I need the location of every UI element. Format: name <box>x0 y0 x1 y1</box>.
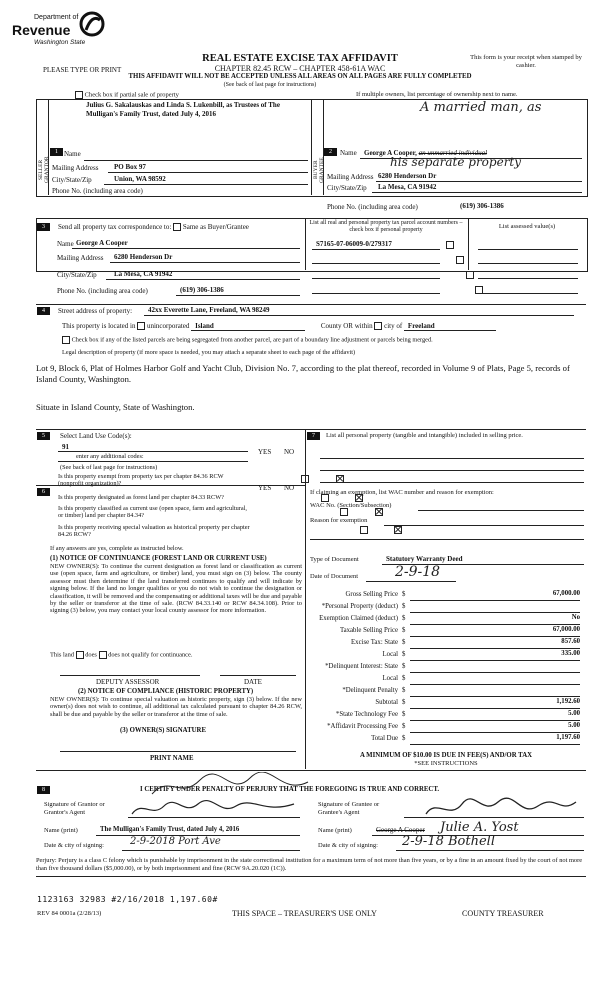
tax-row-value[interactable]: 857.60 <box>410 638 580 649</box>
exempt-yes-checkbox[interactable] <box>301 475 309 483</box>
tax-row-value[interactable] <box>410 662 580 673</box>
correspondence-label <box>58 223 249 231</box>
parcel-3-personal-checkbox[interactable] <box>466 271 474 279</box>
tax-row <box>306 661 586 673</box>
grantee-name-struck: George A Cooper <box>376 826 425 834</box>
seller-phone-label: Phone No. (including area code) <box>52 187 143 195</box>
tax-row-label: Exemption Claimed (deduct) <box>319 615 398 622</box>
see-instructions: *SEE INSTRUCTIONS <box>414 760 478 767</box>
tax-row-value[interactable] <box>410 674 580 685</box>
exempt-question: Is this property exempt from property tax per chapter 84.36 RCW (nonprofit organization)? <box>58 473 224 487</box>
tax-row-dollar: $ <box>402 699 406 706</box>
grantee-date-label: Date & city of signing: <box>318 842 378 849</box>
does-not-checkbox[interactable] <box>99 651 107 659</box>
corr-mailing-label: Mailing Address <box>57 254 104 262</box>
exemption-label: If claiming an exemption, list WAC number and reason for exemption: <box>310 489 494 496</box>
buyer-name-struck: an unmarried individual <box>418 149 488 157</box>
city-value[interactable]: Freeland <box>404 322 496 331</box>
form-subtitle: CHAPTER 82.45 RCW – CHAPTER 458-61A WAC <box>214 64 386 73</box>
tax-row <box>306 589 586 601</box>
boundary-note: Check box if any of the listed parcels are being segregated from another parcel, are part of a boundary line adjustment or parcels being merged. <box>71 336 433 344</box>
correspondence-label-text: Send all property tax correspondence to: <box>58 223 172 231</box>
tax-row-dollar: $ <box>402 663 406 670</box>
tax-row-value[interactable] <box>410 686 580 697</box>
notice1-title: (1) NOTICE OF CONTINUANCE (FOREST LAND OR CURRENT USE) <box>50 555 267 562</box>
tax-row <box>306 649 586 661</box>
tax-row-value[interactable]: 5.00 <box>410 710 580 721</box>
city-of-label: city of <box>384 322 403 330</box>
sec6-any-yes: If any answers are yes, complete as instructed below. <box>50 545 184 552</box>
buyer-phone-label: Phone No. (including area code) <box>327 203 418 211</box>
sec6-q3: Is this property receiving special valuation as historical property per chapter 84.26 RCW? <box>58 524 250 538</box>
receipt-note: This form is your receipt when stamped by cashier. <box>470 54 582 69</box>
tax-row-dollar: $ <box>402 651 406 658</box>
section-4-number: 4 <box>37 307 50 315</box>
tax-row-label: *Delinquent Penalty <box>342 687 398 694</box>
tax-row-value[interactable] <box>410 602 580 613</box>
sec6-yes: YES <box>258 484 272 492</box>
tax-row <box>306 625 586 637</box>
does-label: does <box>85 651 97 659</box>
seller-side-label: SELLER GRANTOR <box>38 156 50 184</box>
dept-line3: Washington State <box>34 39 86 46</box>
tax-row <box>306 637 586 649</box>
tax-table <box>306 589 586 745</box>
certify-text: I CERTIFY UNDER PENALTY OF PERJURY THAT THE FOREGOING IS TRUE AND CORRECT. <box>140 786 440 793</box>
county-treasurer: COUNTY TREASURER <box>462 909 544 918</box>
dept-line1: Department of <box>34 14 79 21</box>
doc-type-label: Type of Document <box>310 556 359 563</box>
section-3-number: 3 <box>37 223 50 231</box>
tax-row-label: Local <box>382 675 398 682</box>
partial-sale-label: Check box if partial sale of property <box>84 91 179 99</box>
tax-row-label: *State Technology Fee <box>335 711 398 718</box>
sec6-q2-no[interactable] <box>375 508 383 516</box>
section-7-number: 7 <box>307 432 320 440</box>
sec6-q2-yes[interactable] <box>340 508 348 516</box>
parcels-header: List all real and personal property tax parcel account numbers – check box if personal property <box>309 220 463 233</box>
seller-city-label: City/State/Zip <box>52 176 92 184</box>
form-title: REAL ESTATE EXCISE TAX AFFIDAVIT <box>202 53 398 64</box>
street-value[interactable]: 42xx Everette Lane, Freeland, WA 98249 <box>148 306 270 314</box>
multi-owner-note: If multiple owners, list percentage of ownership next to name. <box>356 91 518 98</box>
tax-row-label: Taxable Selling Price <box>339 627 398 634</box>
tax-row <box>306 613 586 625</box>
buyer-handwritten-line2: his separate property <box>390 155 522 169</box>
corr-city-value[interactable]: La Mesa, CA 91942 <box>114 270 173 278</box>
tax-row-dollar: $ <box>402 675 406 682</box>
tax-row-value[interactable]: 1,197.60 <box>410 734 580 745</box>
city-checkbox[interactable] <box>374 322 382 330</box>
within-label: within <box>354 322 373 330</box>
parcel-1-personal-checkbox[interactable] <box>446 241 454 249</box>
tax-row <box>306 673 586 685</box>
tax-row-label: *Affidavit Processing Fee <box>327 723 398 730</box>
tax-row <box>306 709 586 721</box>
partial-sale <box>75 91 179 99</box>
section-8-number: 8 <box>37 786 50 794</box>
tax-row <box>306 697 586 709</box>
tax-row-dollar: $ <box>402 711 406 718</box>
parcel-2-personal-checkbox[interactable] <box>456 256 464 264</box>
tax-row-label: Local <box>382 651 398 658</box>
grantor-date-value[interactable]: 2-9-2018 Port Ave <box>130 836 221 847</box>
same-as-buyer-label: Same as Buyer/Grantee <box>182 223 249 231</box>
grantor-date-label: Date & city of signing: <box>44 842 104 849</box>
located-in-label: This property is located in <box>62 322 136 330</box>
parcel-number-1[interactable]: S7165-07-06009-0/279317 <box>316 240 392 248</box>
sec6-no: NO <box>284 484 295 492</box>
seller-city-value[interactable]: Union, WA 98592 <box>114 175 166 183</box>
dor-swirl-icon <box>78 10 106 38</box>
tax-row-value[interactable]: 67,000.00 <box>410 626 580 637</box>
tax-row-dollar: $ <box>402 627 406 634</box>
notice2-title: (2) NOTICE OF COMPLIANCE (HISTORIC PROPERTY) <box>78 688 254 695</box>
seller-mailing-value[interactable]: PO Box 97 <box>114 163 146 171</box>
tax-row <box>306 685 586 697</box>
dor-logo <box>12 10 112 50</box>
doc-date-label: Date of Document <box>310 573 359 580</box>
land-use-yes: YES <box>258 448 272 456</box>
situate-text: Situate in Island County, State of Washington. <box>36 402 195 412</box>
wac-label: WAC No. (Section/Subsection) <box>310 502 392 509</box>
does-not-label: does not qualify for continuance. <box>108 651 193 659</box>
grantor-name-label: Name (print) <box>44 827 78 834</box>
deputy-date-label: DATE <box>244 678 262 686</box>
unincorporated-label: unincorporated <box>146 322 190 330</box>
grantee-date-value[interactable]: 2-9-18 Bothell <box>402 834 495 849</box>
assessed-header: List assessed value(s) <box>498 223 556 230</box>
perjury-text: Perjury: Perjury is a class C felony which is punishable by imprisonment in the state correctional institution for a maximum term of not more than five years, or by a fine in an amount fixed by the court of not more than five thousand dollars ($5,000.00), or by both imprisonment and fine (RCW 9A.20.020 (1C)). <box>36 857 583 872</box>
tax-row-value[interactable]: 335.00 <box>410 650 580 661</box>
corr-name-label: Name <box>57 240 74 248</box>
treasurer-space: THIS SPACE – TREASURER'S USE ONLY <box>232 909 377 918</box>
legal-description[interactable]: Lot 9, Block 6, Plat of Holmes Harbor Golf and Yacht Club, Division No. 7, according to the plat thereof, recorded in Volume 9 of Plats, Page 5, records of Island County, Washington. <box>36 363 570 384</box>
land-use-no: NO <box>284 448 295 456</box>
tax-row <box>306 721 586 733</box>
sec6-q1: Is this property designated as forest land per chapter 84.33 RCW? <box>58 494 224 501</box>
land-use-code[interactable]: 91 <box>62 443 69 451</box>
tax-row-value[interactable]: 67,000.00 <box>410 590 580 601</box>
tax-row-dollar: $ <box>402 615 406 622</box>
grantee-name-handwritten[interactable]: Julie A. Yost <box>440 820 519 835</box>
doc-type-value[interactable]: Statutory Warranty Deed <box>386 555 463 563</box>
seller-name-value[interactable]: Julius G. Sakalauskas and Linda S. Lukenbill, as Trustees of The Mulligan's Family Trust, dated July 4, 2016 <box>86 101 280 118</box>
tax-row-label: *Personal Property (deduct) <box>321 603 398 610</box>
treasurer-stamp: 1123163 32983 #2/16/2018 1,197.60# <box>37 895 218 904</box>
section-5-number: 5 <box>37 432 50 440</box>
buyer-phone-value[interactable]: (619) 306-1386 <box>460 202 504 210</box>
section-6-number: 6 <box>37 488 50 496</box>
tax-row-label: Subtotal <box>375 699 398 706</box>
sec6-q2: Is this property classified as current use (open space, farm and agricultural, or timber) land per chapter 84.34? <box>58 505 248 519</box>
notice1-text: NEW OWNER(S): To continue the current designation as forest land or classification as current use (open space, farm and agriculture, or timber) land, you must sign on (3) below. The county assessor must then determine if the land transferred continues to qualify and will indicate by signing below. If the land no longer qualifies or you do not wish to continue the designation or classification, it will be removed and the compensating or additional taxes will be due and payable by the seller or transferor at the time of sale. (RCW 84.33.140 or RCW 84.34.108). Prior to signing (3) below, you may contact your local county assessor for more information. <box>50 563 302 615</box>
land-use-see-back: (See back of last page for instructions) <box>60 464 158 471</box>
tax-row-dollar: $ <box>402 735 406 742</box>
buyer-mailing-label: Mailing Address <box>327 173 374 181</box>
rev-number: REV 84 0001a (2/28/13) <box>37 910 102 917</box>
tax-row-label: Gross Selling Price <box>345 591 398 598</box>
boundary-checkbox[interactable] <box>62 336 70 344</box>
section-1-number: 1 <box>50 148 63 156</box>
grantee-sig-label: Signature of Grantee or Grantee's Agent <box>318 801 380 816</box>
buyer-side-label: BUYER GRANTEE <box>313 157 325 183</box>
tax-row <box>306 601 586 613</box>
unincorporated-checkbox[interactable] <box>137 322 145 330</box>
deputy-assessor-label: DEPUTY ASSESSOR <box>96 678 160 686</box>
corr-mailing-value[interactable]: 6280 Henderson Dr <box>114 253 173 261</box>
buyer-mailing-value[interactable]: 6280 Henderson Dr <box>378 172 437 180</box>
sec6-q3-no[interactable] <box>394 526 402 534</box>
corr-name-value[interactable]: George A Cooper <box>76 239 128 247</box>
seller-name-label: Name <box>64 150 81 158</box>
tax-row-label: Total Due <box>371 735 398 742</box>
print-name-label: PRINT NAME <box>150 755 194 762</box>
additional-codes-label: enter any additional codes: <box>76 453 144 460</box>
buyer-handwritten-top: A married man, as <box>420 100 542 115</box>
this-land-label: This land <box>50 651 74 659</box>
tax-row-value[interactable]: 5.00 <box>410 722 580 733</box>
boundary-row <box>62 336 582 344</box>
section-2-number: 2 <box>324 148 337 156</box>
county-value[interactable]: Island <box>191 322 305 331</box>
buyer-name-text: George A Cooper, <box>364 149 417 157</box>
county-or-label: County OR <box>320 322 353 330</box>
tax-row-dollar: $ <box>402 639 406 646</box>
grantee-name-label: Name (print) <box>318 827 352 834</box>
tax-row-dollar: $ <box>402 591 406 598</box>
please-type: PLEASE TYPE OR PRINT <box>43 66 122 74</box>
sec6-q3-yes[interactable] <box>360 526 368 534</box>
reason-label: Reason for exemption <box>310 517 368 524</box>
continuance-row <box>50 651 192 659</box>
grantee-signature-icon[interactable] <box>420 796 580 822</box>
doc-date-value[interactable]: 2-9-18 <box>395 564 441 580</box>
legal-note: Legal description of property (if more space is needed, you may attach a separate sheet to each page of the affidavit) <box>62 349 356 356</box>
tax-row <box>306 733 586 745</box>
grantor-name-value[interactable]: The Mulligan's Family Trust, dated July 4, 2016 <box>100 826 240 833</box>
partial-sale-checkbox[interactable] <box>75 91 83 99</box>
tax-row-value[interactable]: 1,192.60 <box>410 698 580 709</box>
minimum-due: A MINIMUM OF $10.00 IS DUE IN FEE(S) AND/OR TAX <box>359 752 533 759</box>
corr-phone-value[interactable]: (619) 306-1386 <box>180 286 224 294</box>
see-back-header: (See back of last page for instructions) <box>223 82 317 88</box>
street-label: Street address of property: <box>58 307 133 315</box>
notice2-text: NEW OWNER(S): To continue special valuation as historic property, sign (3) below. If the new owner(s) does not wish to continue, all additional tax calculated pursuant to chapter 84.26 RCW, shall be due and payable by the seller or transferor at the time of sale. <box>50 696 302 718</box>
seller-mailing-label: Mailing Address <box>52 164 99 172</box>
buyer-city-label: City/State/Zip <box>327 184 367 192</box>
tax-row-label: *Delinquent Interest: State <box>325 663 398 670</box>
same-as-buyer-checkbox[interactable] <box>173 223 181 231</box>
buyer-name-label: Name <box>340 149 357 157</box>
land-use-label: Select Land Use Code(s): <box>60 432 132 440</box>
dept-line2: Revenue <box>12 22 71 38</box>
owner-signature-label: (3) OWNER(S) SIGNATURE <box>120 727 206 734</box>
corr-city-label: City/State/Zip <box>57 271 97 279</box>
tax-row-value[interactable]: No <box>410 614 580 625</box>
corr-phone-label: Phone No. (including area code) <box>57 287 148 295</box>
located-in-row <box>62 322 582 331</box>
tax-row-dollar: $ <box>402 603 406 610</box>
tax-rows <box>306 589 586 745</box>
personal-property-label: List all personal property (tangible and intangible) included in selling price. <box>326 432 523 439</box>
tax-row-dollar: $ <box>402 687 406 694</box>
tax-row-dollar: $ <box>402 723 406 730</box>
does-checkbox[interactable] <box>76 651 84 659</box>
tax-row-label: Excise Tax: State <box>351 639 398 646</box>
buyer-city-value[interactable]: La Mesa, CA 91942 <box>378 183 437 191</box>
grantor-sig-label: Signature of Grantor or Grantor's Agent <box>44 801 105 816</box>
warning-text: THIS AFFIDAVIT WILL NOT BE ACCEPTED UNLESS ALL AREAS ON ALL PAGES ARE FULLY COMPLETED <box>128 73 472 80</box>
